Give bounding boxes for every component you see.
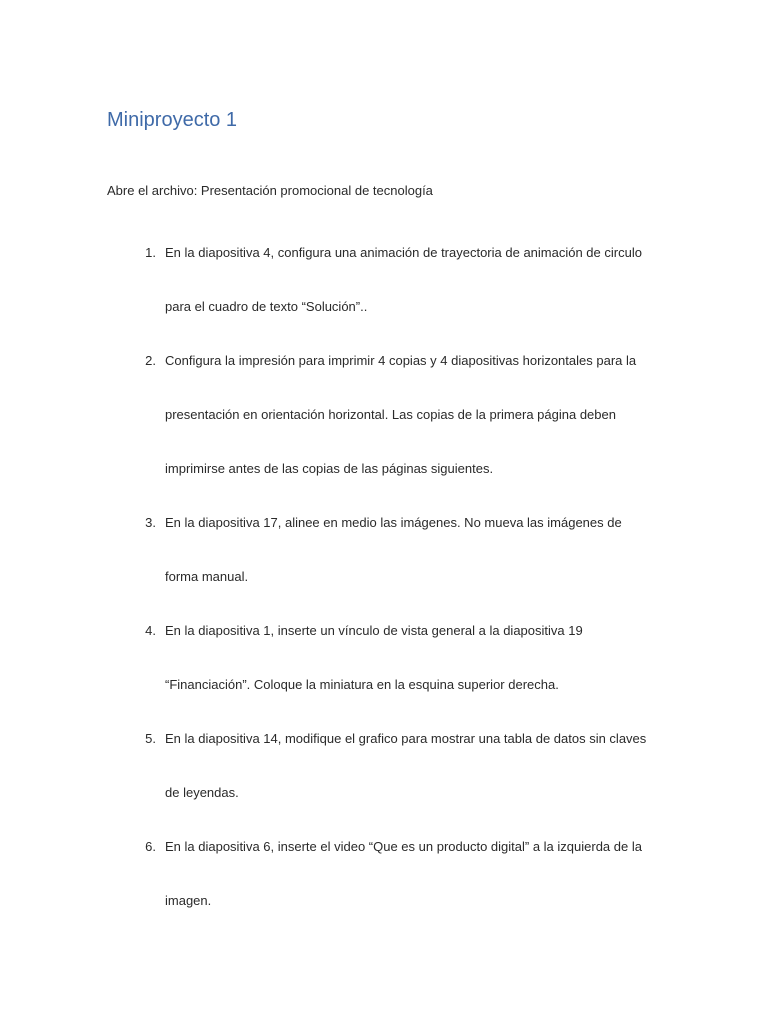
instruction-text-line: “Financiación”. Coloque la miniatura en la esquina superior derecha. bbox=[165, 677, 559, 692]
instruction-item bbox=[0, 496, 768, 604]
instruction-text-line: de leyendas. bbox=[165, 785, 239, 800]
instruction-item bbox=[0, 604, 768, 712]
instruction-text-line: imagen. bbox=[165, 893, 212, 908]
instruction-text-line: En la diapositiva 17, alinee en medio las imágenes. No mueva las imágenes de bbox=[165, 515, 622, 530]
instruction-item bbox=[0, 226, 768, 334]
instruction-number: 4. bbox=[145, 623, 156, 638]
instruction-number: 2. bbox=[145, 353, 156, 368]
instruction-text-line: forma manual. bbox=[165, 569, 249, 584]
instruction-number: 5. bbox=[145, 731, 156, 746]
instruction-text-line: En la diapositiva 1, inserte un vínculo de vista general a la diapositiva 19 bbox=[165, 623, 583, 638]
document-title: Miniproyecto 1 bbox=[107, 109, 238, 131]
instruction-number: 6. bbox=[145, 839, 156, 854]
instruction-text-line: para el cuadro de texto “Solución”.. bbox=[165, 299, 368, 314]
instruction-item bbox=[0, 820, 768, 928]
instruction-number: 1. bbox=[145, 245, 156, 260]
instruction-number: 3. bbox=[145, 515, 156, 530]
instruction-item bbox=[0, 334, 768, 496]
instruction-text-line: En la diapositiva 14, modifique el grafico para mostrar una tabla de datos sin claves bbox=[165, 731, 647, 746]
instruction-list bbox=[0, 226, 768, 928]
instruction-text-line: Configura la impresión para imprimir 4 copias y 4 diapositivas horizontales para la bbox=[165, 353, 637, 368]
instruction-text-line: En la diapositiva 6, inserte el video “Que es un producto digital” a la izquierda de la bbox=[165, 839, 642, 854]
instruction-text-line: En la diapositiva 4, configura una animación de trayectoria de animación de circulo bbox=[165, 245, 642, 260]
instruction-text-line: imprimirse antes de las copias de las páginas siguientes. bbox=[165, 461, 494, 476]
intro-text: Abre el archivo: Presentación promocional de tecnología bbox=[107, 183, 433, 198]
instruction-text-line: presentación en orientación horizontal. Las copias de la primera página deben bbox=[165, 407, 616, 422]
instruction-item bbox=[0, 712, 768, 820]
